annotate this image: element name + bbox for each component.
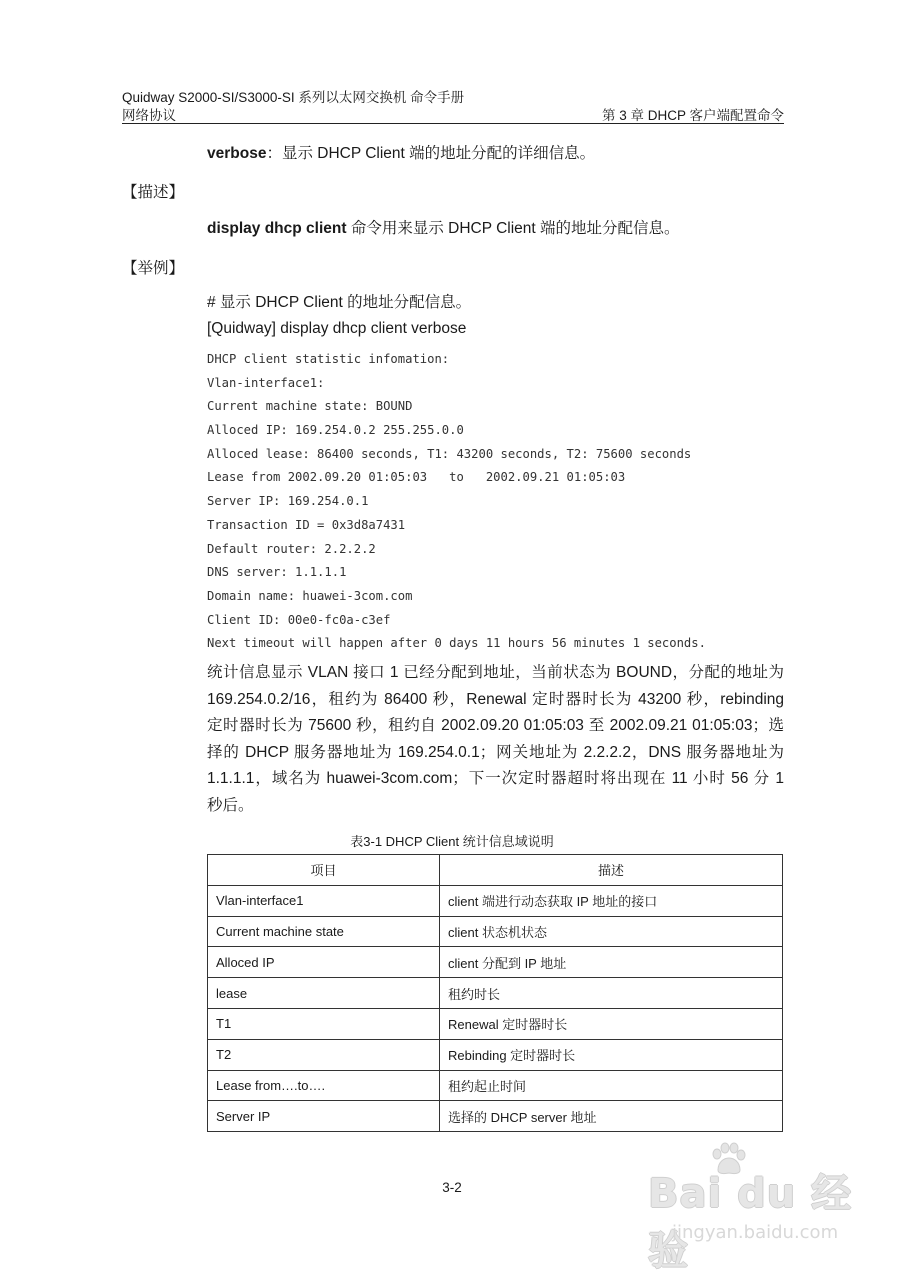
output-line: Default router: 2.2.2.2: [207, 541, 376, 556]
table-cell: T1: [208, 1008, 440, 1039]
param-verbose: [207, 141, 595, 163]
table-cell: Alloced IP: [208, 947, 440, 978]
table-row: [208, 1008, 783, 1039]
table-row: [208, 947, 783, 978]
header-left: 网络协议: [122, 108, 176, 123]
table-row: [208, 885, 783, 916]
table-cell: T2: [208, 1039, 440, 1070]
table-row: [208, 978, 783, 1009]
table-cell: 租约时长: [440, 978, 783, 1009]
example-comment: # 显示 DHCP Client 的地址分配信息。: [207, 294, 472, 311]
page-number: 3-2: [442, 1180, 462, 1195]
table-caption: 表3-1 DHCP Client 统计信息域说明: [350, 834, 554, 849]
table-header-desc: 描述: [440, 855, 783, 886]
example-heading: 【举例】: [122, 260, 185, 277]
table-header-row: [208, 855, 783, 886]
output-line: Server IP: 169.254.0.1: [207, 494, 369, 509]
desc-heading: 【描述】: [122, 184, 185, 201]
output-line: DNS server: 1.1.1.1: [207, 565, 347, 580]
explanation-paragraph: [207, 660, 784, 820]
table-cell: Server IP: [208, 1101, 440, 1132]
explanation-line: 169.254.0.2/16，租约为 86400 秒，Renewal 定时器时长为 43200 秒，rebinding: [207, 690, 784, 708]
table-cell: Lease from….to….: [208, 1070, 440, 1101]
example-command: [Quidway] display dhcp client verbose: [207, 320, 467, 337]
watermark-logo: Bai du 经验: [648, 1171, 853, 1274]
table-cell: Current machine state: [208, 916, 440, 947]
header-chapter: 第 3 章 DHCP 客户端配置命令: [601, 108, 784, 123]
output-line: Lease from 2002.09.20 01:05:03 to 2002.09.21 01:05:03: [207, 470, 626, 485]
table-cell: Vlan-interface1: [208, 885, 440, 916]
explanation-line: 定时器时长为 75600 秒，租约自 2002.09.20 01:05:03 至 2002.09.21 01:05:03；选: [207, 717, 784, 735]
table-cell: 租约起止时间: [440, 1070, 783, 1101]
dhcp-info-table: [207, 854, 783, 1132]
explanation-line: 统计信息显示 VLAN 接口 1 已经分配到地址，当前状态为 BOUND，分配的地址为: [207, 664, 784, 681]
command-output: [207, 348, 706, 656]
param-text: ：显示 DHCP Client 端的地址分配的详细信息。: [266, 145, 596, 162]
explanation-line: 择的 DHCP 服务器地址为 169.254.0.1；网关地址为 2.2.2.2，DNS 服务器地址为: [207, 743, 784, 761]
baidu-watermark: [640, 1140, 880, 1274]
table-cell: Renewal 定时器时长: [440, 1008, 783, 1039]
output-line: Domain name: huawei-3com.com: [207, 588, 413, 603]
desc-command: display dhcp client: [207, 220, 347, 237]
watermark-url: jingyan.baidu.com: [672, 1222, 839, 1243]
header-bar: [122, 104, 784, 124]
output-line: DHCP client statistic infomation:: [207, 352, 450, 366]
table-row: [208, 1101, 783, 1132]
explanation-line: 1.1.1.1，域名为 huawei-3com.com；下一次定时器超时将出现在 11 小时 56 分 1: [207, 770, 784, 788]
table-cell: client 状态机状态: [440, 916, 783, 947]
output-line: Alloced IP: 169.254.0.2 255.255.0.0: [207, 423, 464, 438]
table-cell: client 端进行动态获取 IP 地址的接口: [440, 885, 783, 916]
output-line: Client ID: 00e0-fc0a-c3ef: [207, 612, 391, 627]
table-cell: 选择的 DHCP server 地址: [440, 1101, 783, 1132]
table-row: [208, 916, 783, 947]
output-line: Vlan-interface1:: [207, 375, 325, 390]
table-row: [208, 1070, 783, 1101]
output-line: Alloced lease: 86400 seconds, T1: 43200 seconds, T2: 75600 seconds: [207, 446, 692, 461]
table-cell: Rebinding 定时器时长: [440, 1039, 783, 1070]
output-line: Transaction ID = 0x3d8a7431: [207, 517, 406, 532]
desc-line: [207, 216, 680, 238]
header-title: Quidway S2000-SI/S3000-SI 系列以太网交换机 命令手册: [122, 90, 465, 105]
table-row: [208, 1039, 783, 1070]
table-header-item: 项目: [208, 855, 440, 886]
table-cell: lease: [208, 978, 440, 1009]
output-line: Current machine state: BOUND: [207, 399, 413, 414]
explanation-line: 秒后。: [207, 796, 254, 814]
desc-text: 命令用来显示 DHCP Client 端的地址分配信息。: [346, 220, 680, 237]
output-line: Next timeout will happen after 0 days 11 hours 56 minutes 1 seconds.: [207, 636, 706, 651]
table-cell: client 分配到 IP 地址: [440, 947, 783, 978]
param-keyword: verbose: [207, 145, 267, 162]
